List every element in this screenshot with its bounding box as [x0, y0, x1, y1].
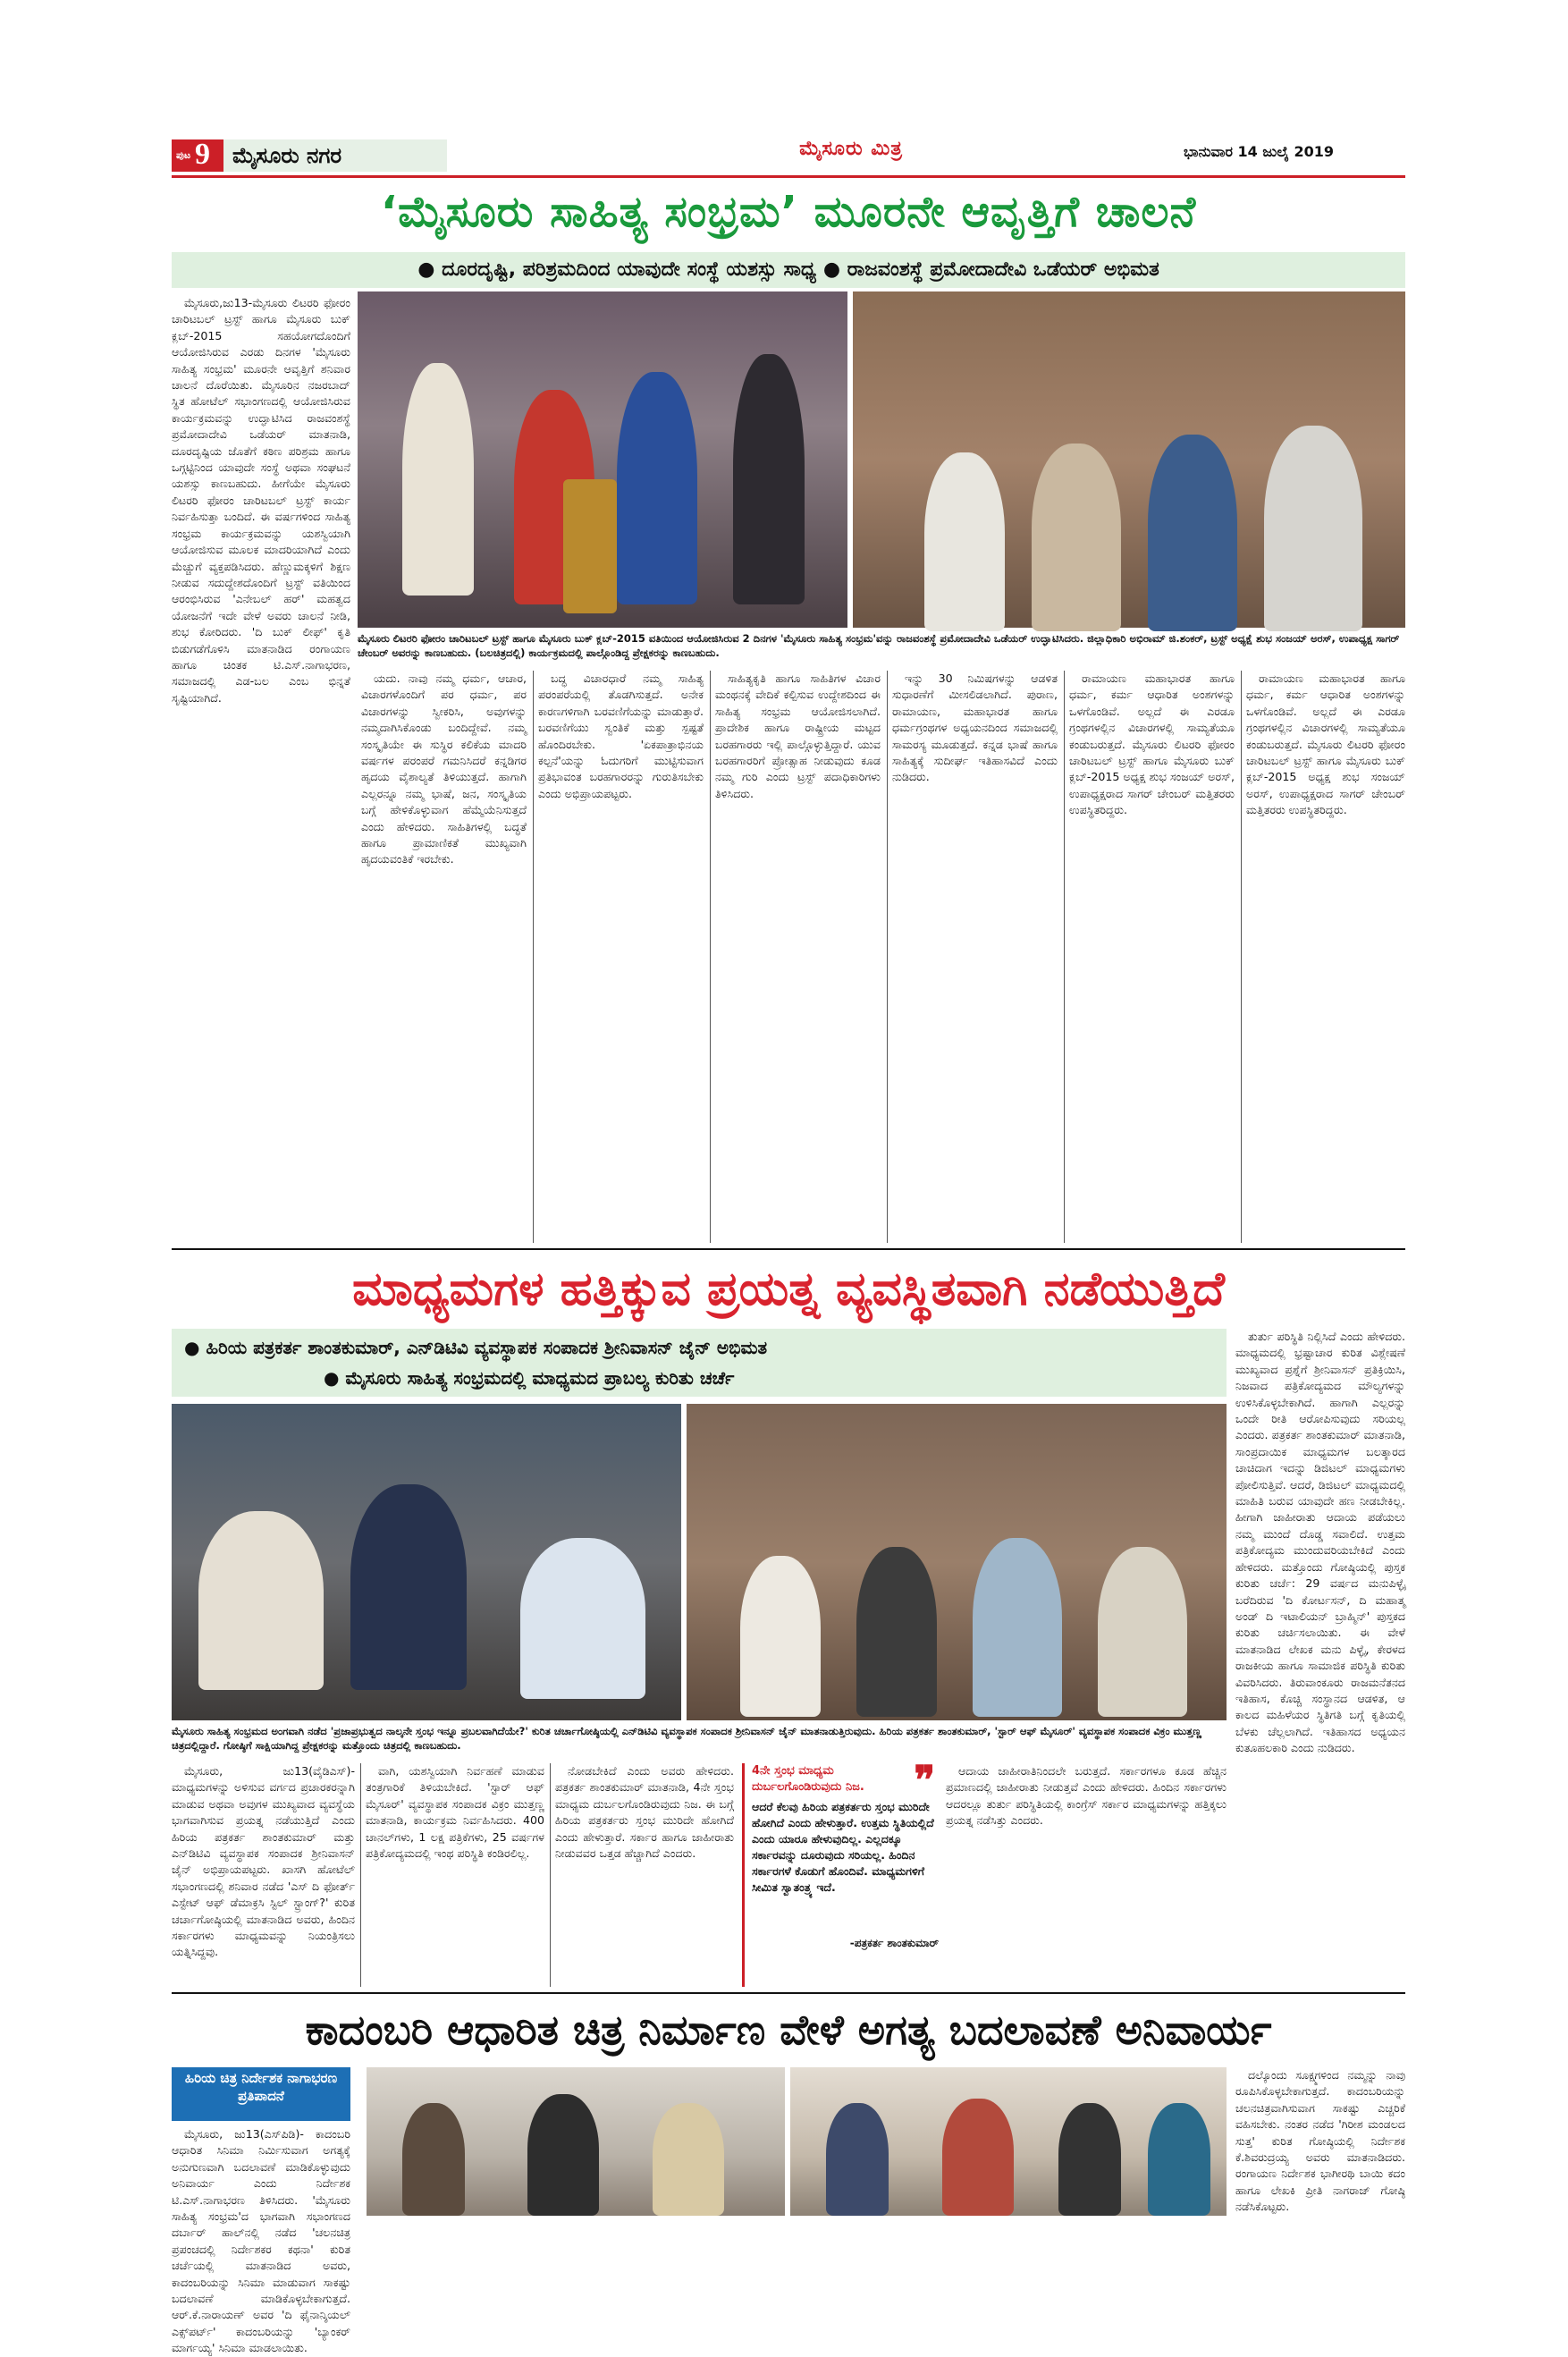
page-label: ಪುಟ: [176, 149, 191, 161]
story1-photo-inauguration: [358, 291, 847, 628]
story2-caption: ಮೈಸೂರು ಸಾಹಿತ್ಯ ಸಂಭ್ರಮದ ಅಂಗವಾಗಿ ನಡೆದ 'ಪ್ರಜಾಪ್ರಭುತ್ವದ ನಾಲ್ಕನೇ ಸ್ತಂಭ ಇನ್ನೂ ಪ್ರಬಲವಾಗಿದೆಯೇ?' ಕುರಿತ ಚರ್ಚಾಗೋಷ್ಠಿಯಲ್ಲಿ ಎನ್‌ಡಿಟಿವಿ ವ್ಯವಸ್ಥಾಪಕ ಸಂಪಾದಕ ಶ್ರೀನಿವಾಸನ್ ಜೈನ್ ಮಾತನಾಡುತ್ತಿರುವುದು. ಹಿರಿಯ ಪತ್ರಕರ್ತ ಶಾಂತಕುಮಾರ್, 'ಸ್ಟಾರ್ ಆಫ್ ಮೈಸೂರ್' ವ್ಯವಸ್ಥಾಪಕ ಸಂಪಾದಕ ವಿಕ್ರಂ ಮುತ್ತಣ್ಣ ಚಿತ್ರದಲ್ಲಿದ್ದಾರೆ. ಗೋಷ್ಠಿಗೆ ಸಾಕ್ಷಿಯಾಗಿದ್ದ ಪ್ರೇಕ್ಷಕರನ್ನು ಮತ್ತೊಂದು ಚಿತ್ರದಲ್ಲಿ ಕಾಣಬಹುದು.: [172, 1725, 1201, 1752]
story2-subhead-box: [172, 1329, 1227, 1397]
story3-photo-theatre-panel: [790, 2067, 1227, 2216]
column-divider: [887, 671, 888, 1243]
story2-column-1: [172, 1763, 355, 1987]
story2-photo-panel: [172, 1404, 681, 1720]
story2-col5-text: ಆದಾಯ ಜಾಹೀರಾತಿನಿಂದಲೇ ಬರುತ್ತದೆ. ಸರ್ಕಾರಗಳೂ ಕೂಡ ಹೆಚ್ಚಿನ ಪ್ರಮಾಣದಲ್ಲಿ ಜಾಹೀರಾತು ನೀಡುತ್ತವೆ ಎಂದು ಹೇಳಿದರು. ಹಿಂದಿನ ಸರ್ಕಾರಗಳು ಆದರಲ್ಲೂ ತುರ್ತು ಪರಿಸ್ಥಿತಿಯಲ್ಲಿ ಕಾಂಗ್ರೆಸ್ ಸರ್ಕಾರ ಮಾಧ್ಯಮಗಳನ್ನು ಹತ್ತಿಕ್ಕಲು ಪ್ರಯತ್ನ ನಡೆಸಿತ್ತು ಎಂದರು.: [946, 1764, 1227, 1828]
story2-col1-text: ಮೈಸೂರು, ಜು13(ವೈಡಿಎಸ್)-ಮಾಧ್ಯಮಗಳನ್ನು ಅಳಿಸುವ ವರ್ಗದ ಪ್ರಚಾರಕರನ್ನಾಗಿ ಮಾಡುವ ಅಥವಾ ಅವುಗಳ ಮುಖ್ಯವಾದ ವ್ಯವಸ್ಥೆಯ ಭಾಗವಾಗಿಸುವ ಪ್ರಯತ್ನ ನಡೆಯುತ್ತಿದೆ ಎಂದು ಹಿರಿಯ ಪತ್ರಕರ್ತ ಶಾಂತಕುಮಾರ್ ಮತ್ತು ಎನ್‌ಡಿಟಿವಿ ವ್ಯವಸ್ಥಾಪಕ ಸಂಪಾದಕ ಶ್ರೀನಿವಾಸನ್ ಜೈನ್ ಅಭಿಪ್ರಾಯಪಟ್ಟರು. ಖಾಸಗಿ ಹೋಟೆಲ್ ಸಭಾಂಗಣದಲ್ಲಿ ಶನಿವಾರ ನಡೆದ 'ಎಸ್ ದಿ ಫೋರ್ತ್ ಎಸ್ಟೇಟ್ ಆಫ್ ಡೆಮಾಕ್ರಸಿ ಸ್ಟಿಲ್ ಸ್ಟ್ರಾಂಗ್?' ಕುರಿತ ಚರ್ಚಾಗೋಷ್ಠಿಯಲ್ಲಿ ಮಾತನಾಡಿದ ಅವರು, ಹಿಂದಿನ ಸರ್ಕಾರಗಳು ಮಾಧ್ಯಮವನ್ನು ನಿಯಂತ್ರಿಸಲು ಯತ್ನಿಸಿದ್ದವು.: [172, 1764, 355, 1959]
story1-column-6: [1069, 671, 1235, 1243]
column-divider: [710, 671, 711, 1243]
page-number-badge: [172, 139, 223, 172]
column-divider: [1241, 671, 1242, 1243]
story2-right-col-text: ತುರ್ತು ಪರಿಸ್ಥಿತಿ ನಿಲ್ಲಿಸಿದೆ ಎಂದು ಹೇಳಿದರು. ಮಾಧ್ಯಮದಲ್ಲಿ ಭ್ರಷ್ಟಾಚಾರ ಕುರಿತ ವಿಶ್ಲೇಷಣೆ ಮುಖ್ಯವಾದ ಪ್ರಶ್ನೆಗೆ ಶ್ರೀನಿವಾಸನ್ ಪ್ರತಿಕ್ರಿಯಿಸಿ, ನಿಜವಾದ ಪತ್ರಿಕೋದ್ಯಮದ ಮೌಲ್ಯಗಳನ್ನು ಉಳಿಸಿಕೊಳ್ಳಬೇಕಾಗಿದೆ. ಹಾಗಾಗಿ ಎಲ್ಲರನ್ನು ಒಂದೇ ರೀತಿ ಆರೋಪಿಸುವುದು ಸರಿಯಲ್ಲ ಎಂದರು. ಪತ್ರಕರ್ತ ಶಾಂತಕುಮಾರ್ ಮಾತನಾಡಿ, ಸಾಂಪ್ರದಾಯಿಕ ಮಾಧ್ಯಮಗಳ ಬಲತ್ಕಾರದ ಚಾಚಿದಾಗ ಇದನ್ನು ಡಿಜಿಟಲ್ ಮಾಧ್ಯಮಗಳು ಪೋಲಿಸುತ್ತಿವೆ. ಆದರೆ, ಡಿಜಿಟಲ್ ಮಾಧ್ಯಮದಲ್ಲಿ ಮಾಹಿತಿ ಬರುವ ಯಾವುದೇ ಹಣ ನೀಡಬೇಕಿಲ್ಲ. ಹೀಗಾಗಿ ಜಾಹೀರಾತು ಆದಾಯ ಪಡೆಯಲು ನಮ್ಮ ಮುಂದೆ ದೊಡ್ಡ ಸವಾಲಿದೆ. ಉತ್ತಮ ಪತ್ರಿಕೋದ್ಯಮ ಮುಂದುವರಿಯಬೇಕಿದೆ ಎಂದು ಹೇಳಿದರು. ಮತ್ತೊಂದು ಗೋಷ್ಠಿಯಲ್ಲಿ ಪುಸ್ತಕ ಕುರಿತು ಚರ್ಚೆ: 29 ವರ್ಷದ ಮನುಪಿಳ್ಳೈ ಬರೆದಿರುವ 'ದಿ ಕೋರ್ಟಸನ್, ದಿ ಮಹಾತ್ಮ ಅಂಡ್ ದಿ ಇಟಾಲಿಯನ್ ಬ್ರಾಹ್ಮಿನ್' ಪುಸ್ತಕದ ಕುರಿತು ಚರ್ಚಿಸಲಾಯಿತು. ಈ ವೇಳೆ ಮಾತನಾಡಿದ ಲೇಖಕ ಮನು ಪಿಳ್ಳೈ, ಕೇರಳದ ರಾಜಕೀಯ ಹಾಗೂ ಸಾಮಾಜಿಕ ಪರಿಸ್ಥಿತಿ ಕುರಿತು ವಿವರಿಸಿದರು. ತಿರುವಾಂಕೂರು ರಾಜಮನೆತನದ ಇತಿಹಾಸ, ಕೊಚ್ಚಿ ಸಂಸ್ಥಾನದ ಆಡಳಿತ, ಆ ಕಾಲದ ಮಹಿಳೆಯರ ಸ್ಥಿತಿಗತಿ ಬಗ್ಗೆ ಕೃತಿಯಲ್ಲಿ ಬೆಳಕು ಚೆಲ್ಲಲಾಗಿದೆ. ಇತಿಹಾಸದ ಅಧ್ಯಯನ ಕುತೂಹಲಕಾರಿ ಎಂದು ನುಡಿದರು.: [1235, 1330, 1405, 1755]
story2-quote-box: [742, 1759, 939, 1987]
story1-col6-text: ರಾಮಾಯಣ ಮಹಾಭಾರತ ಹಾಗೂ ಧರ್ಮ, ಕರ್ಮ ಆಧಾರಿತ ಅಂಶಗಳನ್ನು ಒಳಗೊಂಡಿವೆ. ಅಲ್ಲದೆ ಈ ಎರಡೂ ಗ್ರಂಥಗಳಲ್ಲಿನ ವಿಚಾರಗಳಲ್ಲಿ ಸಾಮ್ಯತೆಯೂ ಕಂಡುಬರುತ್ತದೆ. ಮೈಸೂರು ಲಿಟರರಿ ಫೋರಂ ಚಾರಿಟಬಲ್ ಟ್ರಸ್ಟ್ ಹಾಗೂ ಮೈಸೂರು ಬುಕ್ ಕ್ಲಬ್-2015 ಅಧ್ಯಕ್ಷ ಶುಭ ಸಂಜಯ್ ಅರಸ್, ಉಪಾಧ್ಯಕ್ಷರಾದ ಸಾಗರ್ ಚೇಂಬರ್ ಮತ್ತಿತರರು ಉಪಸ್ಥಿತರಿದ್ದರು.: [1069, 672, 1235, 817]
column-divider: [533, 671, 534, 1243]
column-divider: [1064, 671, 1065, 1243]
story1-column-2: [361, 671, 527, 1243]
quote-mark-icon: ❞: [914, 1759, 935, 1803]
issue-date: ಭಾನುವಾರ 14 ಜುಲೈ 2019: [1184, 143, 1334, 160]
story2-right-column: [1235, 1329, 1405, 1856]
story1-col1-text: ಮೈಸೂರು,ಜು13-ಮೈಸೂರು ಲಿಟರರಿ ಫೋರಂ ಚಾರಿಟಬಲ್ ಟ್ರಸ್ಟ್ ಹಾಗೂ ಮೈಸೂರು ಬುಕ್ ಕ್ಲಬ್-2015 ಸಹಯೋಗದೊಂದಿಗೆ ಆಯೋಜಿಸಿರುವ ಎರಡು ದಿನಗಳ 'ಮೈಸೂರು ಸಾಹಿತ್ಯ ಸಂಭ್ರಮ' ಮೂರನೇ ಆವೃತ್ತಿಗೆ ಶನಿವಾರ ಚಾಲನೆ ದೊರೆಯಿತು. ಮೈಸೂರಿನ ನಜರಬಾದ್ ಸ್ಥಿತ ಹೋಟೆಲ್ ಸಭಾಂಗಣದಲ್ಲಿ ಆಯೋಜಿಸಿರುವ ಕಾರ್ಯಕ್ರಮವನ್ನು ಉದ್ಘಾಟಿಸಿದ ರಾಜವಂಶಸ್ಥೆ ಪ್ರಮೋದಾದೇವಿ ಒಡೆಯರ್ ಮಾತನಾಡಿ, ದೂರದೃಷ್ಟಿಯ ಜೊತೆಗೆ ಕಠಿಣ ಪರಿಶ್ರಮ ಹಾಗೂ ಒಗ್ಗಟ್ಟಿನಿಂದ ಯಾವುದೇ ಸಂಸ್ಥೆ ಅಥವಾ ಸಂಘಟನೆ ಯಶಸ್ಸು ಕಾಣಬಹುದು. ಹೀಗೆಯೇ ಮೈಸೂರು ಲಿಟರರಿ ಫೋರಂ ಚಾರಿಟಬಲ್ ಟ್ರಸ್ಟ್ ಕಾರ್ಯ ನಿರ್ವಹಿಸುತ್ತಾ ಬಂದಿದೆ. ಈ ವರ್ಷಗಳಿಂದ ಸಾಹಿತ್ಯ ಸಂಭ್ರಮ ಕಾರ್ಯಕ್ರಮವನ್ನು ಯಶಸ್ವಿಯಾಗಿ ಆಯೋಜಿಸುವ ಮೂಲಕ ಮಾದರಿಯಾಗಿದೆ ಎಂದು ಮೆಚ್ಚುಗೆ ವ್ಯಕ್ತಪಡಿಸಿದರು. ಹೆಣ್ಣುಮಕ್ಕಳಿಗೆ ಶಿಕ್ಷಣ ನೀಡುವ ಸದುದ್ದೇಶದೊಂದಿಗೆ ಟ್ರಸ್ಟ್ ವತಿಯಿಂದ ಆರಂಭಿಸಿರುವ 'ಎನೇಬಲ್ ಹರ್' ಮಹತ್ವದ ಯೋಜನೆಗೆ ಇದೇ ವೇಳೆ ಅವರು ಚಾಲನೆ ನೀಡಿ, ಶುಭ ಕೋರಿದರು. 'ದಿ ಬುಕ್ ಲೀಫ್' ಕೃತಿ ಬಿಡುಗಡೆಗೊಳಿಸಿ ಮಾತನಾಡಿದ ರಂಗಾಯಣ ಹಾಗೂ ಚಿಂತಕ ಟಿ.ಎಸ್.ನಾಗಾಭರಣ, ಸಮಾಜದಲ್ಲಿ ಎಡ-ಬಲ ಎಂಬ ಭಿನ್ನತೆ ಸೃಷ್ಟಿಯಾಗಿದೆ.: [172, 296, 350, 705]
story3-kicker: ಹಿರಿಯ ಚಿತ್ರ ನಿರ್ದೇಶಕ ನಾಗಾಭರಣ ಪ್ರತಿಪಾದನೆ: [172, 2067, 350, 2121]
story2-column-5: [946, 1763, 1227, 1987]
page-number: 9: [195, 138, 210, 171]
section-label: [223, 139, 447, 172]
masthead-logo: [762, 138, 940, 170]
story3-headline: ಕಾದಂಬರಿ ಆಧಾರಿತ ಚಿತ್ರ ನಿರ್ಮಾಣ ವೇಳೆ ಅಗತ್ಯ ಬದಲಾವಣೆ ಅನಿವಾರ್ಯ: [305, 2006, 1272, 2054]
story3-photo-film-panel: [367, 2067, 785, 2216]
story1-caption: ಮೈಸೂರು ಲಿಟರರಿ ಫೋರಂ ಚಾರಿಟಬಲ್ ಟ್ರಸ್ಟ್ ಹಾಗೂ ಮೈಸೂರು ಬುಕ್ ಕ್ಲಬ್-2015 ವತಿಯಿಂದ ಆಯೋಜಿಸಿರುವ 2 ದಿನಗಳ 'ಮೈಸೂರು ಸಾಹಿತ್ಯ ಸಂಭ್ರಮ'ವನ್ನು ರಾಜವಂಶಸ್ಥೆ ಪ್ರಮೋದಾದೇವಿ ಒಡೆಯರ್ ಉದ್ಘಾಟಿಸಿದರು. ಜಿಲ್ಲಾಧಿಕಾರಿ ಅಭಿರಾಮ್ ಜಿ.ಶಂಕರ್, ಟ್ರಸ್ಟ್ ಅಧ್ಯಕ್ಷೆ ಶುಭ ಸಂಜಯ್ ಅರಸ್, ಉಪಾಧ್ಯಕ್ಷ ಸಾಗರ್ ಚೇಂಬರ್ ಅವರನ್ನು ಕಾಣಬಹುದು. (ಬಲಚಿತ್ರದಲ್ಲಿ) ಕಾರ್ಯಕ್ರಮದಲ್ಲಿ ಪಾಲ್ಗೊಂಡಿದ್ದ ಪ್ರೇಕ್ಷಕರನ್ನು ಕಾಣಬಹುದು.: [358, 632, 1400, 659]
story1-column-4: [715, 671, 881, 1243]
quote-title: 4ನೇ ಸ್ತಂಭ ಮಾಧ್ಯಮ ದುರ್ಬಲಗೊಂಡಿರುವುದು ನಿಜ.: [752, 1764, 864, 1794]
story2-headline: ಮಾಧ್ಯಮಗಳ ಹತ್ತಿಕ್ಕುವ ಪ್ರಯತ್ನ ವ್ಯವಸ್ಥಿತವಾಗಿ ನಡೆಯುತ್ತಿದೆ: [352, 1263, 1225, 1316]
story1-col4-text: ಸಾಹಿತ್ಯಕೃತಿ ಹಾಗೂ ಸಾಹಿತಿಗಳ ವಿಚಾರ ಮಂಥನಕ್ಕೆ ವೇದಿಕೆ ಕಲ್ಪಿಸುವ ಉದ್ದೇಶದಿಂದ ಈ ಸಾಹಿತ್ಯ ಸಂಭ್ರಮ ಆಯೋಜಿಸಲಾಗಿದೆ. ಪ್ರಾದೇಶಿಕ ಹಾಗೂ ರಾಷ್ಟ್ರೀಯ ಮಟ್ಟದ ಬರಹಗಾರರು ಇಲ್ಲಿ ಪಾಲ್ಗೊಳ್ಳುತ್ತಿದ್ದಾರೆ. ಯುವ ಬರಹಗಾರರಿಗೆ ಪ್ರೋತ್ಸಾಹ ನೀಡುವುದು ಕೂಡ ನಮ್ಮ ಗುರಿ ಎಂದು ಟ್ರಸ್ಟ್ ಪದಾಧಿಕಾರಿಗಳು ತಿಳಿಸಿದರು.: [715, 672, 881, 800]
story2-subhead-2: ● ಮೈಸೂರು ಸಾಹಿತ್ಯ ಸಂಭ್ರಮದಲ್ಲಿ ಮಾಧ್ಯಮದ ಪ್ರಾಬಲ್ಯ ಕುರಿತು ಚರ್ಚೆ: [324, 1367, 735, 1389]
story1-column-3: [538, 671, 704, 1243]
quote-signature: -ಪತ್ರಕರ್ತ ಶಾಂತಕುಮಾರ್: [849, 1937, 939, 1949]
story2-col3-text: ನೋಡಬೇಕಿದೆ ಎಂದು ಅವರು ಹೇಳಿದರು. ಪತ್ರಕರ್ತ ಶಾಂತಕುಮಾರ್ ಮಾತನಾಡಿ, 4ನೇ ಸ್ತಂಭ ಮಾಧ್ಯಮ ದುರ್ಬಲಗೊಂಡಿರುವುದು ನಿಜ. ಈ ಬಗ್ಗೆ ಹಿರಿಯ ಪತ್ರಕರ್ತರು ಸ್ತಂಭ ಮುರಿದೇ ಹೋಗಿದೆ ಎಂದು ಹೇಳುತ್ತಾರೆ. ಸರ್ಕಾರ ಹಾಗೂ ಜಾಹೀರಾತು ನೀಡುವವರ ಒತ್ತಡ ಹೆಚ್ಚಾಗಿದೆ ಎಂದರು.: [555, 1764, 734, 1861]
story1-column-7: [1246, 671, 1405, 1243]
story1-col3-text: ಬದ್ಧ ವಿಚಾರಧಾರೆ ನಮ್ಮ ಸಾಹಿತ್ಯ ಪರಂಪರೆಯಲ್ಲಿ ತೊಡಗಿಸುತ್ತದೆ. ಅನೇಕ ಕಾರಣಗಳಿಗಾಗಿ ಬರವಣಿಗೆಯನ್ನು ಮಾಡುತ್ತಾರೆ. ಬರವಣಿಗೆಯು ಸ್ವಂತಿಕೆ ಮತ್ತು ಸ್ಪಷ್ಟತೆ ಹೊಂದಿರಬೇಕು. 'ಏಕಪಾತ್ರಾಭಿನಯ ಕಲ್ಪನೆ'ಯನ್ನು ಓದುಗರಿಗೆ ಮುಟ್ಟಿಸುವಾಗ ಪ್ರತಿಭಾವಂತ ಬರಹಗಾರರನ್ನು ಗುರುತಿಸಬೇಕು ಎಂದು ಅಭಿಪ್ರಾಯಪಟ್ಟರು.: [538, 672, 704, 800]
story1-column-5: [892, 671, 1058, 1243]
story2-subhead-1: ● ಹಿರಿಯ ಪತ್ರಕರ್ತ ಶಾಂತಕುಮಾರ್, ಎನ್‌ಡಿಟಿವಿ ವ್ಯವಸ್ಥಾಪಕ ಸಂಪಾದಕ ಶ್ರೀನಿವಾಸನ್ ಜೈನ್ ಅಭಿಮತ: [184, 1337, 768, 1358]
story3-column-1: [172, 2126, 350, 2355]
column-divider: [550, 1763, 551, 1987]
section-rule: [172, 1992, 1405, 1994]
section-title: ಮೈಸೂರು ನಗರ: [232, 143, 342, 168]
story3-col6-text: ದಲ್ಕೊಂದು ಸೂಕ್ಷ್ಮಗಳಿಂದ ನಮ್ಮನ್ನು ನಾವು ರೂಪಿಸಿಕೊಳ್ಳಬೇಕಾಗುತ್ತದೆ. ಕಾದಂಬರಿಯನ್ನು ಚಲನಚಿತ್ರವಾಗಿಸುವಾಗ ಸಾಕಷ್ಟು ಎಚ್ಚರಿಕೆ ವಹಿಸಬೇಕು. ನಂತರ ನಡೆದ 'ಗಿರೀಶ ಮಂಡಲದ ಸುತ್ತ' ಕುರಿತ ಗೋಷ್ಠಿಯಲ್ಲಿ ನಿರ್ದೇಶಕ ಕೆ.ಶಿವರುದ್ರಯ್ಯ ಅವರು ಮಾತನಾಡಿದರು. ರಂಗಾಯಣ ನಿರ್ದೇಶಕ ಭಾಗೀರಥಿ ಬಾಯಿ ಕದಂ ಹಾಗೂ ಲೇಖಕಿ ಪ್ರೀತಿ ನಾಗರಾಜ್ ಗೋಷ್ಠಿ ನಡೆಸಿಕೊಟ್ಟರು.: [1235, 2068, 1405, 2214]
column-divider: [360, 1763, 361, 1987]
story2-column-2: [366, 1763, 544, 1987]
section-rule: [172, 1248, 1405, 1250]
story2-column-3: [555, 1763, 734, 1987]
story2-col2-text: ವಾಗಿ, ಯಶಸ್ವಿಯಾಗಿ ನಿರ್ವಹಣೆ ಮಾಡುವ ತಂತ್ರಗಾರಿಕೆ ತಿಳಿಯಬೇಕಿದೆ. 'ಸ್ಟಾರ್ ಆಫ್ ಮೈಸೂರ್' ವ್ಯವಸ್ಥಾಪಕ ಸಂಪಾದಕ ವಿಕ್ರಂ ಮುತ್ತಣ್ಣ ಮಾತನಾಡಿ, ಕಾರ್ಯಕ್ರಮ ನಿರ್ವಹಿಸಿದರು. 400 ಚಾನಲ್‌ಗಳು, 1 ಲಕ್ಷ ಪತ್ರಿಕೆಗಳು, 25 ವರ್ಷಗಳ ಪತ್ರಿಕೋದ್ಯಮದಲ್ಲಿ ಇಂಥ ಪರಿಸ್ಥಿತಿ ಕಂಡಿರಲಿಲ್ಲ.: [366, 1764, 544, 1861]
quote-body: ಆದರೆ ಕೆಲವು ಹಿರಿಯ ಪತ್ರಕರ್ತರು ಸ್ತಂಭ ಮುರಿದೇ ಹೋಗಿದೆ ಎಂದು ಹೇಳುತ್ತಾರೆ. ಉತ್ತಮ ಸ್ಥಿತಿಯಲ್ಲಿದೆ ಎಂದು ಯಾರೂ ಹೇಳುವುದಿಲ್ಲ. ಎಲ್ಲದಕ್ಕೂ ಸರ್ಕಾರವನ್ನು ದೂರುವುದು ಸರಿಯಲ್ಲ. ಹಿಂದಿನ ಸರ್ಕಾರಗಳೆ ಕೊಡುಗೆ ಹೊಂದಿವೆ. ಮಾಧ್ಯಮಗಳಿಗೆ ಸೀಮಿತ ಸ್ವಾತಂತ್ರ್ಯ ಇದೆ.: [752, 1800, 934, 1894]
story3-col1-text: ಮೈಸೂರು, ಜು13(ಎಸ್‌ಪಿಡಿ)- ಕಾದಂಬರಿ ಆಧಾರಿತ ಸಿನಿಮಾ ನಿರ್ಮಿಸುವಾಗ ಅಗತ್ಯಕ್ಕೆ ಅನುಗುಣವಾಗಿ ಬದಲಾವಣೆ ಮಾಡಿಕೊಳ್ಳುವುದು ಅನಿವಾರ್ಯ ಎಂದು ನಿರ್ದೇಶಕ ಟಿ.ಎಸ್.ನಾಗಾಭರಣ ತಿಳಿಸಿದರು. 'ಮೈಸೂರು ಸಾಹಿತ್ಯ ಸಂಭ್ರಮ'ದ ಭಾಗವಾಗಿ ಸಭಾಂಗಣದ ದರ್ಬಾರ್ ಹಾಲ್‌ನಲ್ಲಿ ನಡೆದ 'ಚಲನಚಿತ್ರ ಪ್ರಪಂಚದಲ್ಲಿ ನಿರ್ದೇಶಕರ ಕಥನಾ' ಕುರಿತ ಚರ್ಚೆಯಲ್ಲಿ ಮಾತನಾಡಿದ ಅವರು, ಕಾದಂಬರಿಯನ್ನು ಸಿನಿಮಾ ಮಾಡುವಾಗ ಸಾಕಷ್ಟು ಬದಲಾವಣೆ ಮಾಡಿಕೊಳ್ಳಬೇಕಾಗುತ್ತದೆ. ಆರ್.ಕೆ.ನಾರಾಯಣ್ ಅವರ 'ದಿ ಫೈನಾನ್ಶಿಯಲ್ ಎಕ್ಸ್‌ಪರ್ಟ್' ಕಾದಂಬರಿಯನ್ನು 'ಬ್ಯಾಂಕರ್ ಮಾರ್ಗಯ್ಯ' ಸಿನಿಮಾ ಮಾಡಲಾಯಿತು.: [172, 2127, 350, 2355]
story1-headline: ‘ಮೈಸೂರು ಸಾಹಿತ್ಯ ಸಂಭ್ರಮ’ ಮೂರನೇ ಆವೃತ್ತಿಗೆ ಚಾಲನೆ: [380, 187, 1197, 237]
story1-photo-audience: [853, 291, 1405, 628]
story2-photo-audience: [687, 1404, 1227, 1720]
story1-subhead: ● ದೂರದೃಷ್ಟಿ, ಪರಿಶ್ರಮದಿಂದ ಯಾವುದೇ ಸಂಸ್ಥೆ ಯಶಸ್ಸು ಸಾಧ್ಯ ● ರಾಜವಂಶಸ್ಥೆ ಪ್ರಮೋದಾದೇವಿ ಒಡೆಯರ್ ಅಭಿಮತ: [172, 252, 1405, 288]
story1-col5-text: ಇನ್ನು 30 ನಿಮಿಷಗಳನ್ನು ಆಡಳಿತ ಸುಧಾರಣೆಗೆ ಮೀಸಲಿಡಲಾಗಿದೆ. ಪುರಾಣ, ರಾಮಾಯಣ, ಮಹಾಭಾರತ ಹಾಗೂ ಧರ್ಮಗ್ರಂಥಗಳ ಅಧ್ಯಯನದಿಂದ ಸಮಾಜದಲ್ಲಿ ಸಾಮರಸ್ಯ ಮೂಡುತ್ತದೆ. ಕನ್ನಡ ಭಾಷೆ ಹಾಗೂ ಸಾಹಿತ್ಯಕ್ಕೆ ಸುದೀರ್ಘ ಇತಿಹಾಸವಿದೆ ಎಂದು ನುಡಿದರು.: [892, 672, 1058, 784]
story1-col7-text: ರಾಮಾಯಣ ಮಹಾಭಾರತ ಹಾಗೂ ಧರ್ಮ, ಕರ್ಮ ಆಧಾರಿತ ಅಂಶಗಳನ್ನು ಒಳಗೊಂಡಿವೆ. ಅಲ್ಲದೆ ಈ ಎರಡೂ ಗ್ರಂಥಗಳಲ್ಲಿನ ವಿಚಾರಗಳಲ್ಲಿ ಸಾಮ್ಯತೆಯೂ ಕಂಡುಬರುತ್ತದೆ. ಮೈಸೂರು ಲಿಟರರಿ ಫೋರಂ ಚಾರಿಟಬಲ್ ಟ್ರಸ್ಟ್ ಹಾಗೂ ಮೈಸೂರು ಬುಕ್ ಕ್ಲಬ್-2015 ಅಧ್ಯಕ್ಷ ಶುಭ ಸಂಜಯ್ ಅರಸ್, ಉಪಾಧ್ಯಕ್ಷರಾದ ಸಾಗರ್ ಚೇಂಬರ್ ಮತ್ತಿತರರು ಉಪಸ್ಥಿತರಿದ್ದರು.: [1246, 672, 1405, 817]
page-header: [172, 136, 1423, 173]
story1-column-1: [172, 295, 350, 1243]
story1-col2-text: ಯದು. ನಾವು ನಮ್ಮ ಧರ್ಮ, ಆಚಾರ, ವಿಚಾರಗಳೊಂದಿಗೆ ಪರ ಧರ್ಮ, ಪರ ವಿಚಾರಗಳನ್ನು ಸ್ವೀಕರಿಸಿ, ಅವುಗಳನ್ನು ನಮ್ಮದಾಗಿಸಿಕೊಂಡು ಬಂದಿದ್ದೇವೆ. ನಮ್ಮ ಸಂಸ್ಕೃತಿಯೇ ಈ ಸುಸ್ಥಿರ ಕಲಿಕೆಯ ಮಾದರಿ ವರ್ಷಗಳ ಪರಂಪರೆ ಗಮನಿಸಿದರೆ ಕನ್ನಡಿಗರ ಹೃದಯ ವೈಶಾಲ್ಯತೆ ತಿಳಿಯುತ್ತದೆ. ಹಾಗಾಗಿ ಎಲ್ಲರನ್ನೂ ನಮ್ಮ ಭಾಷೆ, ಜನ, ಸಂಸ್ಕೃತಿಯ ಬಗ್ಗೆ ಹೇಳಿಕೊಳ್ಳುವಾಗ ಹೆಮ್ಮೆಯೆನಿಸುತ್ತದೆ ಎಂದು ಹೇಳಿದರು. ಸಾಹಿತಿಗಳಲ್ಲಿ ಬದ್ಧತೆ ಹಾಗೂ ಪ್ರಾಮಾಣಿಕತೆ ಮುಖ್ಯವಾಗಿ ಹೃದಯವಂತಿಕೆ ಇರಬೇಕು.: [361, 672, 527, 866]
story3-column-6: [1235, 2067, 1405, 2216]
masthead-text: ಮೈಸೂರು ಮಿತ್ರ: [799, 138, 903, 160]
